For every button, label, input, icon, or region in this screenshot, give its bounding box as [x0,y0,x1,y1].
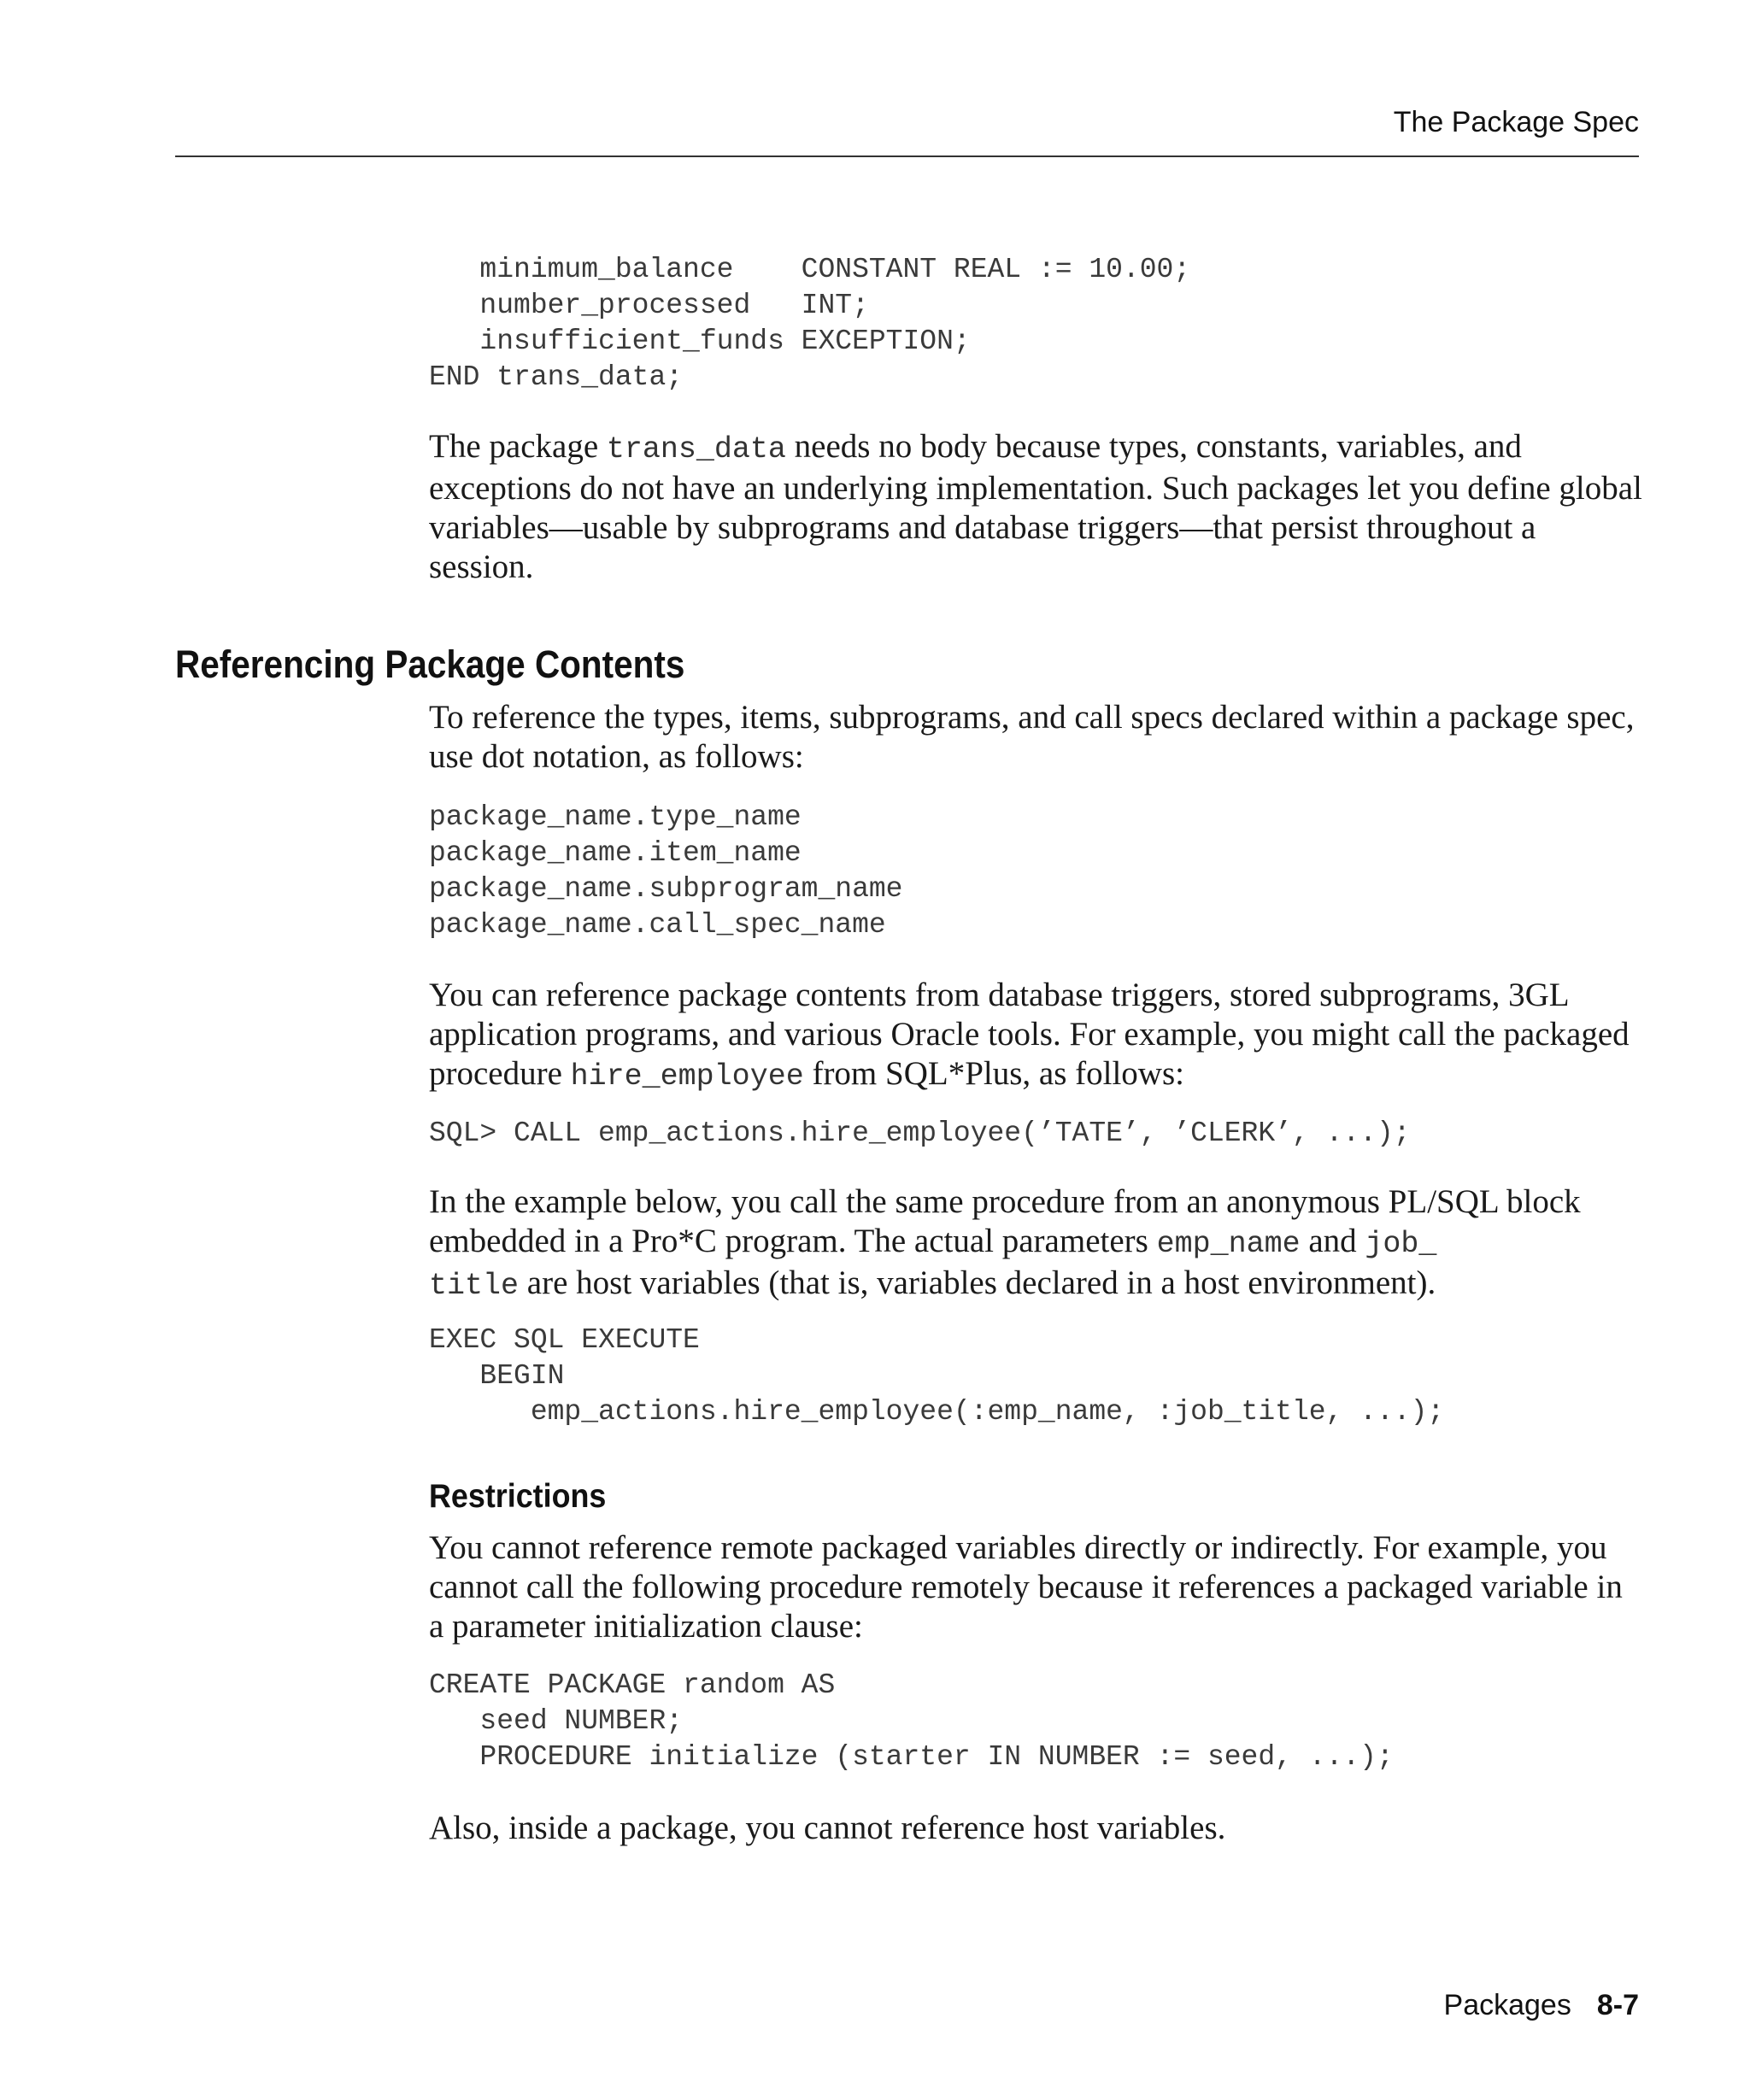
text-segment: are host variables (that is, variables declared in a host environment). [519,1264,1436,1301]
section-heading: Referencing Package Contents [175,642,685,686]
inline-code: hire_employee [570,1059,804,1094]
text-segment: and [1300,1223,1365,1259]
paragraph-host-variables: Also, inside a package, you cannot reference host variables. [429,1810,1226,1846]
page-number: 8-7 [1596,1989,1639,2021]
inline-code: emp_name [1156,1227,1301,1261]
text-segment: from SQL*Plus, as follows: [803,1055,1184,1092]
text-segment: You can reference package contents from database triggers, stored subprograms, 3GL application programs, and various Oracle tools. For example, you might call the packaged procedure [429,977,1630,1092]
inline-code: title [429,1269,520,1303]
footer-chapter: Packages [1443,1989,1571,2021]
header-rule [175,155,1639,157]
paragraph-dot-notation: To reference the types, items, subprograms, and call specs declared within a package spec, use dot notation, as follows: [429,699,1635,775]
text-segment: needs no body because types, constants, variables, and exceptions do not have an underlying implementation. Such packages let you define global variables—usable by subprograms and database triggers—that persist throughout a session. [429,428,1642,585]
paragraph-reference-contents [429,976,1642,1096]
paragraph-proc-example [429,1182,1642,1305]
inline-code: job_ [1365,1227,1437,1261]
code-block-create-package: CREATE PACKAGE random AS seed NUMBER; PROCEDURE initialize (starter IN NUMBER := seed, ...); [429,1669,1394,1773]
text-segment: The package [429,428,607,465]
code-block-trans-data: minimum_balance CONSTANT REAL := 10.00; number_processed INT; insufficient_funds EXCEPTION; END trans_data; [429,254,1191,393]
paragraph-restrictions: You cannot reference remote packaged variables directly or indirectly. For example, you cannot call the following procedure remotely because it references a packaged variable in a parameter initialization clause: [429,1529,1623,1645]
inline-code: trans_data [606,432,786,466]
paragraph-trans-data [429,427,1642,587]
running-header: The Package Spec [1393,106,1639,138]
subheading-restrictions: Restrictions [429,1478,607,1515]
text-segment: In the example below, you call the same procedure from an anonymous PL/SQL block embedded in a Pro*C program. The actual parameters [429,1183,1581,1259]
code-block-exec-sql: EXEC SQL EXECUTE BEGIN emp_actions.hire_employee(:emp_name, :job_title, ...); [429,1324,1445,1428]
code-block-dot-notation: package_name.type_name package_name.item_name package_name.subprogram_name package_name.call_spec_name [429,801,903,941]
code-block-sqlplus-call: SQL> CALL emp_actions.hire_employee(’TATE’, ’CLERK’, ...); [429,1117,1411,1149]
page-footer [1444,1989,1639,2022]
